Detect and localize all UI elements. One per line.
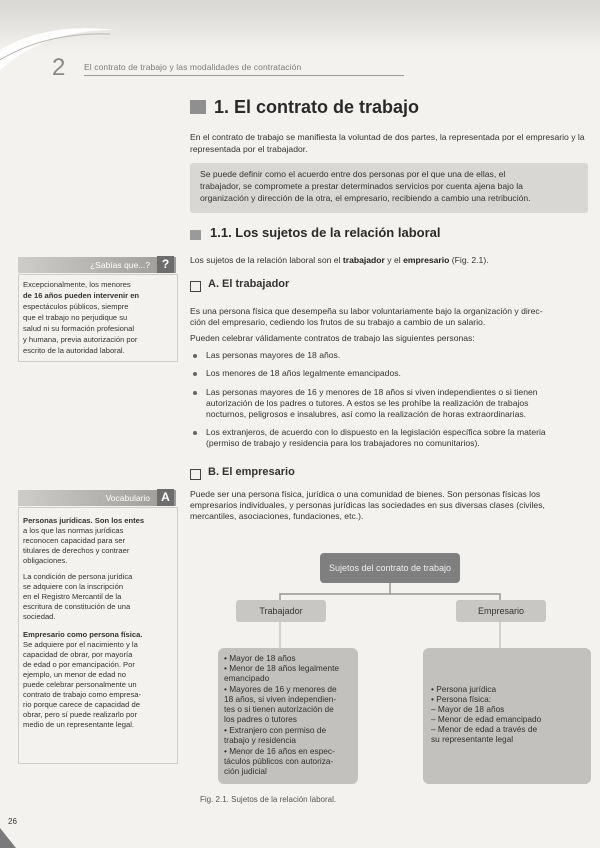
sabias-que-title: ¿Sabías que...?: [89, 260, 150, 270]
subsection-square-icon: [190, 230, 201, 240]
chapter-title: El contrato de trabajo y las modalidades de contratación: [84, 62, 302, 72]
vocab-line: ejemplo, un menor de edad no: [23, 670, 127, 679]
diagram-list-item: • Menor de 18 años legalmente: [224, 663, 339, 673]
chapter-number: 2: [52, 54, 66, 81]
diagram-list-item: tes o si tienen autorización de: [224, 704, 334, 714]
vocabulario-body: [18, 507, 178, 764]
page-corner-triangle: [0, 828, 16, 848]
diagram-list-item: – Mayor de 18 años: [431, 704, 505, 714]
bullet-dot-icon: [193, 431, 197, 435]
diagram-list-item: su representante legal: [431, 734, 514, 744]
diagram-list-item: – Menor de edad emancipado: [431, 714, 542, 724]
subjects-diagram: [218, 548, 594, 793]
vocab-line: capacidad de obrar, por mayoría: [23, 650, 133, 659]
vocabulario-title: Vocabulario: [105, 493, 150, 503]
bullet-item: Las personas mayores de 18 años.: [206, 350, 341, 360]
diagram-list-item: • Persona física:: [431, 694, 492, 704]
empresario-para-line: Puede ser una persona física, jurídica o una comunidad de bienes. Son personas físicas los: [190, 489, 541, 499]
diagram-list-item: emancipado: [224, 673, 270, 683]
vocab-line: rio porque carece de capacidad de: [23, 700, 140, 709]
diagram-node-empresario: Empresario: [456, 600, 546, 622]
vocab-line: se adquiere con la inscripción: [23, 582, 124, 591]
diagram-list-item: • Mayores de 16 y menores de: [224, 684, 337, 694]
diagram-list-item: trabajo y residencia: [224, 735, 296, 745]
vocabulario-header: [18, 490, 176, 506]
bullet-item: Las personas mayores de 16 y menores de 18 años si viven independientes o si tienen: [206, 387, 538, 397]
diagram-list-trabajador: [218, 648, 358, 784]
empresario-para-line: empresarios individuales, y personas jurídicas las sociedades en sus diversas clases (civiles,: [190, 500, 545, 510]
sabias-line: escrito de la autoridad laboral.: [23, 346, 125, 355]
vocab-line: obrar, pero sí puede realizarlo por: [23, 710, 137, 719]
bullet-dot-icon: [193, 354, 197, 358]
vocab-line: sociedad.: [23, 612, 56, 621]
bullet-item-cont: nocturnos, peligrosos e insalubres, así como la realización de horas extraordinarias.: [206, 409, 527, 419]
definition-line: organización y dirección de la otra, el empresario, recibiendo a cambio una retribución.: [200, 193, 531, 203]
sabias-line: y humana, previa autorización por: [23, 335, 138, 344]
vocab-line: de edad o por emancipación. Por: [23, 660, 135, 669]
diagram-list-item: • Menor de 16 años en espec-: [224, 746, 335, 756]
section-title: 1. El contrato de trabajo: [214, 97, 420, 117]
page-number: 26: [8, 817, 17, 826]
vocab-line: La condición de persona jurídica: [23, 572, 133, 581]
vocab-line: a los que las normas jurídicas: [23, 526, 124, 535]
bullet-item-cont: autorización de los padres o tutores. A estos se les prohíbe la realización de trabajos: [206, 398, 529, 408]
definition-line: Se puede definir como el acuerdo entre dos personas por el que una de ellas, el: [200, 169, 506, 179]
vocab-line: obligaciones.: [23, 556, 68, 565]
vocab-line: medio de un representante legal.: [23, 720, 135, 729]
trabajador-para-line: ción del empresario, cediendo los frutos de su trabajo a cambio de un salario.: [190, 317, 486, 327]
bullet-dot-icon: [193, 391, 197, 395]
vocab-line: puede celebrar personalmente un: [23, 680, 137, 689]
definition-box: [190, 163, 588, 213]
checkbox-square-icon: [190, 469, 201, 480]
vocab-line: Empresario como persona física.: [23, 630, 143, 639]
vocabulary-a-icon: A: [157, 489, 174, 506]
section-intro: En el contrato de trabajo se manifiesta la voluntad de dos partes, la representada por el empresario y la representada por el trabajador.: [190, 132, 585, 154]
diagram-list-item: 18 años, si viven independien-: [224, 694, 337, 704]
sabias-line: espectáculos públicos, siempre: [23, 302, 129, 311]
sabias-line: que el trabajo no perjudique su: [23, 313, 128, 322]
checkbox-square-icon: [190, 281, 201, 292]
diagram-list-item: – Menor de edad a través de: [431, 724, 538, 734]
question-mark-icon: ?: [157, 256, 174, 273]
diagram-list-item: los padres o tutores: [224, 714, 297, 724]
trabajador-para-line: Es una persona física que desempeña su labor voluntariamente bajo la organización y direc-: [190, 306, 543, 316]
diagram-root-node: Sujetos del contrato de trabajo: [320, 553, 460, 583]
trabajador-lead: Pueden celebrar válidamente contratos de trabajo las siguientes personas:: [190, 333, 475, 343]
diagram-list-empresario: [423, 648, 591, 784]
vocab-line: en el Registro Mercantil de la: [23, 592, 122, 601]
bullet-dot-icon: [193, 372, 197, 376]
bullet-item: Los menores de 18 años legalmente emancipados.: [206, 368, 401, 378]
sabias-que-body: [18, 274, 178, 362]
diagram-list-item: ción judicial: [224, 766, 267, 776]
definition-line: trabajador, se compromete a prestar determinados servicios por cuenta ajena bajo la: [200, 181, 523, 191]
bullet-item-cont: (permiso de trabajo y residencia para los trabajadores no comunitarios).: [206, 438, 480, 448]
vocab-line: Personas jurídicas. Son los entes: [23, 516, 145, 525]
section-square-icon: [190, 100, 206, 114]
vocab-line: reconocen capacidad para ser: [23, 536, 126, 545]
vocab-line: escritura de constitución de una: [23, 602, 131, 611]
sabias-line: salud ni su formación profesional: [23, 324, 135, 333]
sabias-line: de 16 años pueden intervenir en: [23, 291, 140, 300]
subsection-intro: Los sujetos de la relación laboral son el trabajador y el empresario (Fig. 2.1).: [190, 255, 489, 265]
diagram-list-item: • Persona jurídica: [431, 684, 497, 694]
subheading-empresario: B. El empresario: [208, 466, 295, 478]
subsection-title: 1.1. Los sujetos de la relación laboral: [210, 225, 441, 240]
sabias-line: Excepcionalmente, los menores: [23, 280, 131, 289]
subheading-trabajador: A. El trabajador: [208, 278, 290, 290]
diagram-list-item: táculos públicos con autoriza-: [224, 756, 334, 766]
vocab-line: titulares de derechos y contraer: [23, 546, 130, 555]
sabias-que-header: [18, 257, 176, 273]
vocab-line: contrato de trabajo como empresa-: [23, 690, 142, 699]
diagram-node-trabajador: Trabajador: [236, 600, 326, 622]
diagram-list-item: • Extranjero con permiso de: [224, 725, 327, 735]
figure-caption: Fig. 2.1. Sujetos de la relación laboral.: [200, 795, 337, 804]
empresario-para-line: mercantiles, asociaciones, fundaciones, etc.).: [190, 511, 364, 521]
bullet-item: Los extranjeros, de acuerdo con lo dispuesto en la legislación específica sobre la materia: [206, 427, 546, 437]
diagram-list-item: • Mayor de 18 años: [224, 653, 296, 663]
header-divider: [84, 75, 404, 76]
vocab-line: Se adquiere por el nacimiento y la: [23, 640, 138, 649]
